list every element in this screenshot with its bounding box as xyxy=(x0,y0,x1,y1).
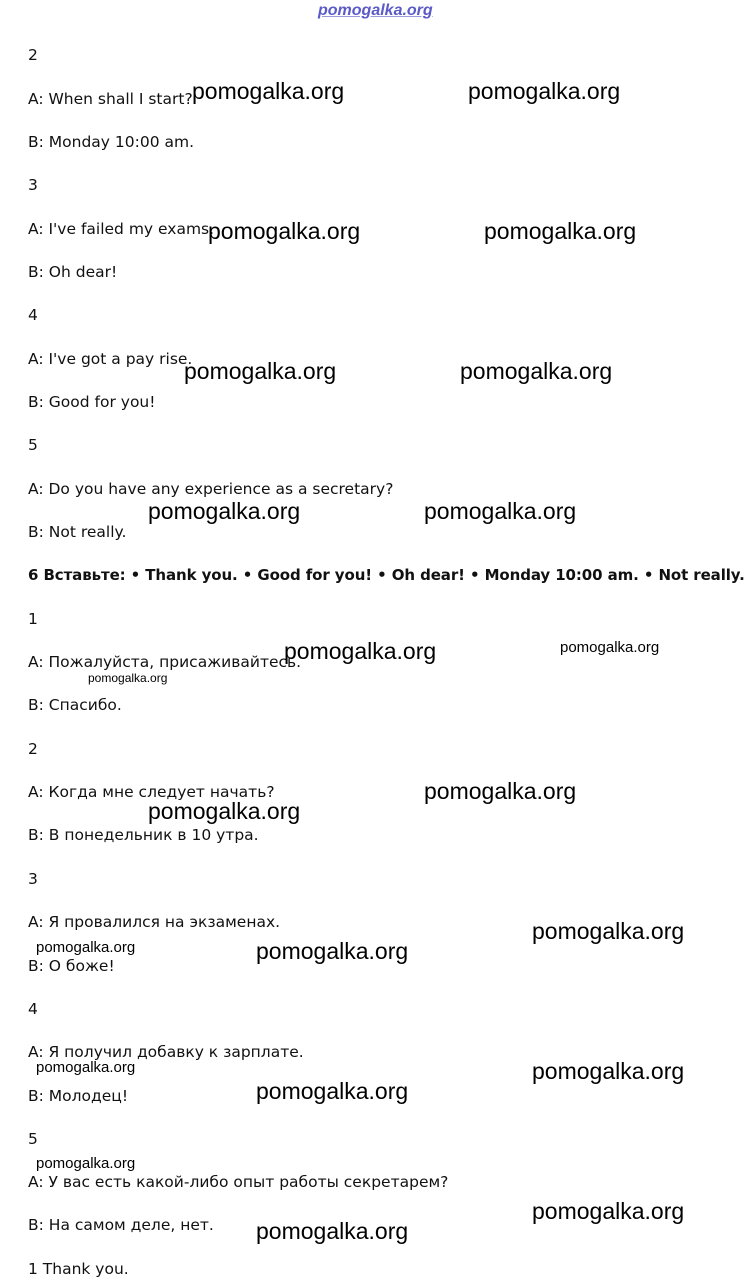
watermark: pomogalka.org xyxy=(256,1218,409,1244)
item-number: 4 xyxy=(28,306,38,324)
watermark: pomogalka.org xyxy=(184,358,337,384)
dialogue-line: B: О боже! xyxy=(28,957,115,975)
watermark: pomogalka.org xyxy=(208,218,361,244)
watermark: pomogalka.org xyxy=(284,638,437,664)
dialogue-line: B: Not really. xyxy=(28,523,127,541)
dialogue-line: B: Good for you! xyxy=(28,393,156,411)
watermark: pomogalka.org xyxy=(468,78,621,104)
watermark: pomogalka.org xyxy=(36,1155,136,1172)
watermark: pomogalka.org xyxy=(532,918,685,944)
item-number: 4 xyxy=(28,1000,38,1018)
watermark: pomogalka.org xyxy=(36,939,136,956)
watermark: pomogalka.org xyxy=(560,639,660,656)
dialogue-line: B: Monday 10:00 am. xyxy=(28,133,195,151)
dialogue-line: B: В понедельник в 10 утра. xyxy=(28,826,259,844)
dialogue-line: A: Я провалился на экзаменах. xyxy=(28,913,281,931)
dialogue-line: A: Когда мне следует начать? xyxy=(28,783,275,801)
item-number: 5 xyxy=(28,436,38,454)
dialogue-line: A: Пожалуйста, присаживайтесь. xyxy=(28,653,302,671)
item-number: 2 xyxy=(28,46,38,64)
item-number: 3 xyxy=(28,176,38,194)
dialogue-line: A: I've failed my exams. xyxy=(28,220,215,238)
item-number: 5 xyxy=(28,1130,38,1148)
dialogue-line: A: Do you have any experience as a secretary? xyxy=(28,480,394,498)
watermark: pomogalka.org xyxy=(424,778,577,804)
watermark: pomogalka.org xyxy=(532,1058,685,1084)
dialogue-line: A: When shall I start? xyxy=(28,90,193,108)
dialogue-line: B: На самом деле, нет. xyxy=(28,1216,214,1234)
watermark-top: pomogalka.org xyxy=(318,2,433,19)
dialogue-line: B: Oh dear! xyxy=(28,263,118,281)
watermark: pomogalka.org xyxy=(192,78,345,104)
dialogue-line: A: I've got a pay rise. xyxy=(28,350,193,368)
watermark: pomogalka.org xyxy=(88,671,168,685)
dialogue-line: A: У вас есть какой-либо опыт работы секретарем? xyxy=(28,1173,449,1191)
task-heading: 6 Вставьте: • Thank you. • Good for you! • Oh dear! • Monday 10:00 am. • Not really. xyxy=(28,566,745,584)
dialogue-line: A: Я получил добавку к зарплате. xyxy=(28,1043,304,1061)
item-number: 3 xyxy=(28,870,38,888)
item-number: 1 xyxy=(28,610,38,628)
watermark: pomogalka.org xyxy=(460,358,613,384)
watermark: pomogalka.org xyxy=(424,498,577,524)
watermark: pomogalka.org xyxy=(532,1198,685,1224)
dialogue-line: B: Молодец! xyxy=(28,1087,129,1105)
watermark: pomogalka.org xyxy=(484,218,637,244)
answer-line: 1 Thank you. xyxy=(28,1260,129,1278)
dialogue-line: B: Спасибо. xyxy=(28,696,122,714)
watermark: pomogalka.org xyxy=(148,798,301,824)
watermark: pomogalka.org xyxy=(148,498,301,524)
watermark: pomogalka.org xyxy=(256,938,409,964)
item-number: 2 xyxy=(28,740,38,758)
watermark: pomogalka.org xyxy=(36,1059,136,1076)
watermark: pomogalka.org xyxy=(256,1078,409,1104)
